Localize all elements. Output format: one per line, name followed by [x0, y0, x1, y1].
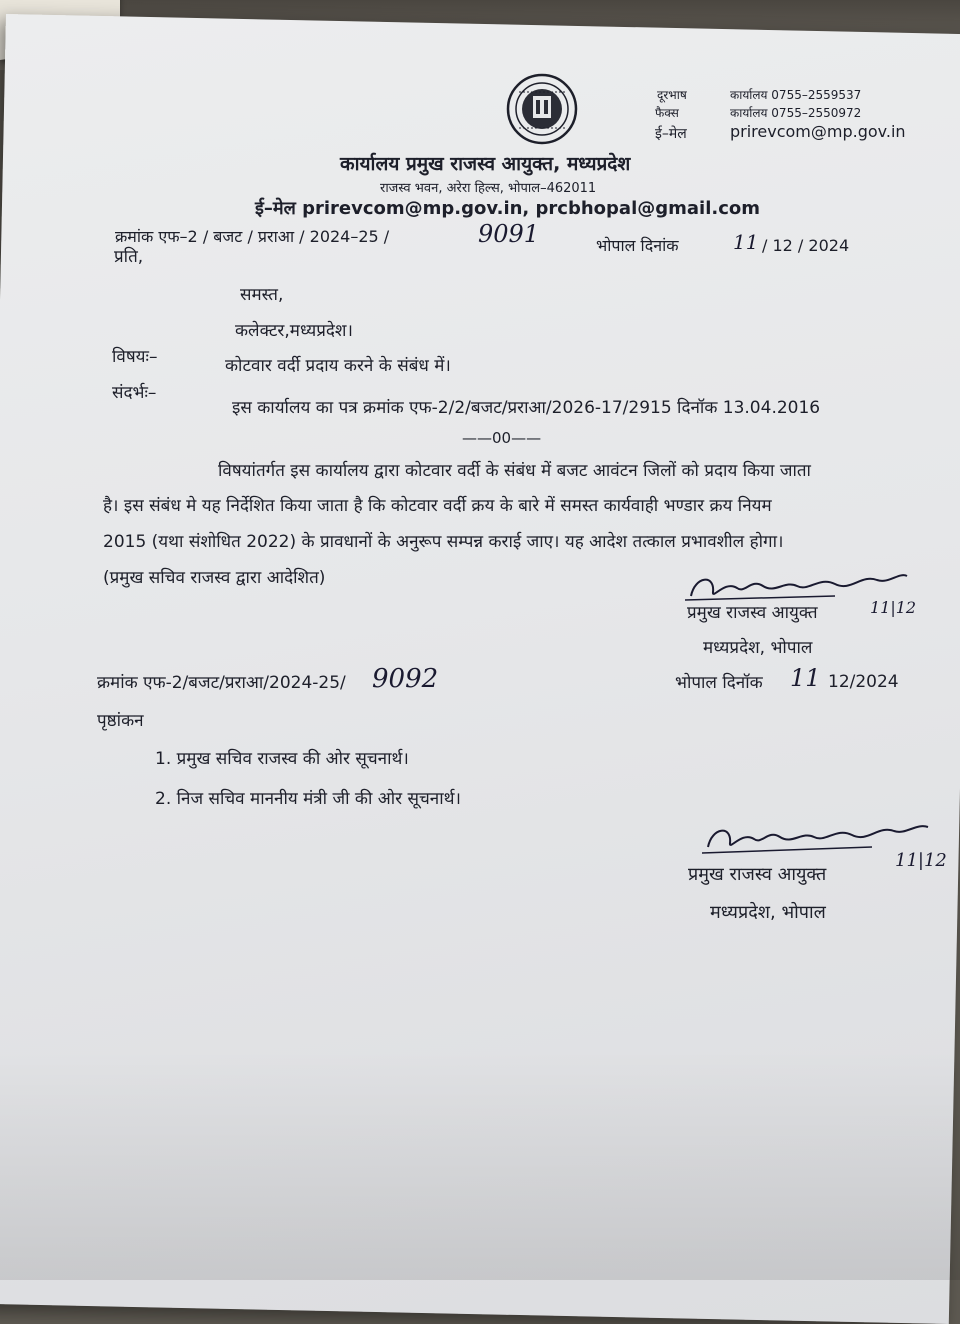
handwritten-date: 11 [733, 230, 759, 254]
addressee-prefix: प्रति, [114, 247, 144, 267]
fax-value: कार्यालय 0755–2550972 [730, 106, 862, 120]
endorsement-handwritten-date: 11 [790, 664, 821, 692]
office-address: राजस्व भवन, अरेरा हिल्स, भोपाल–462011 [380, 181, 597, 196]
copy-recipient-2: 2. निज सचिव माननीय मंत्री जी की ओर सूचनार्थ। [155, 789, 461, 809]
phone-value: कार्यालय 0755–2559537 [730, 88, 862, 102]
endorsement-signatory-title: प्रमुख राजस्व आयुक्त [688, 864, 827, 885]
copy-recipient-1: 1. प्रमुख सचिव राजस्व की ओर सूचनार्थ। [155, 749, 409, 769]
signatory-place: मध्यप्रदेश, भोपाल [703, 638, 813, 658]
endorsement-heading: पृष्ठांकन [97, 711, 144, 731]
endorsement-signature-date-mark: 11|12 [895, 850, 947, 871]
recipient-line-2: कलेक्टर,मध्यप्रदेश। [235, 321, 353, 341]
recipient-line-1: समस्त, [240, 285, 284, 305]
subject-label: विषयः– [112, 347, 158, 367]
handwritten-dispatch-number: 9091 [478, 220, 540, 248]
endorsement-date-label: भोपाल दिनॉक [675, 673, 763, 693]
body-line-2: है। इस संबंध मे यह निर्देशित किया जाता है कि कोटवार वर्दी क्रय के बारे में समस्त कार्यवाही भण्डार क्रय नियम [103, 496, 772, 516]
signature-date-mark: 11|12 [870, 598, 917, 617]
date-rest: / 12 / 2024 [762, 236, 850, 255]
office-emails: ई–मेल prirevcom@mp.gov.in, prcbhopal@gmail.com [255, 198, 760, 219]
endorsement-reference-number: क्रमांक एफ-2/बजट/प्रराआ/2024-25/ [97, 673, 346, 693]
page-shadow [0, 1050, 960, 1280]
handwritten-endorsement-number: 9092 [372, 664, 439, 694]
endorsement-date-rest: 12/2024 [828, 672, 899, 692]
body-line-4: (प्रमुख सचिव राजस्व द्वारा आदेशित) [103, 568, 326, 588]
body-line-1: विषयांतर्गत इस कार्यालय द्वारा कोटवार वर्दी के संबंध में बजट आवंटन जिलों को प्रदाय किया जाता [218, 461, 811, 481]
separator: ——00—— [462, 429, 542, 447]
body-line-3: 2015 (यथा संशोधित 2022) के प्रावधानों के अनुरूप सम्पन्न कराई जाए। यह आदेश तत्काल प्रभावशील होगा। [103, 532, 784, 552]
endorsement-signatory-place: मध्यप्रदेश, भोपाल [710, 902, 826, 923]
reference-text: इस कार्यालय का पत्र क्रमांक एफ-2/2/बजट/प्रराआ/2026-17/2915 दिनॉक 13.04.2016 [232, 398, 821, 418]
date-label: भोपाल दिनांक [596, 236, 679, 255]
fax-label: फैक्स [655, 106, 679, 120]
email-label: ई–मेल [655, 126, 687, 142]
signatory-title: प्रमुख राजस्व आयुक्त [687, 603, 818, 623]
phone-label: दूरभाष [657, 88, 687, 102]
reference-label: संदर्भः– [112, 383, 157, 403]
reference-number: क्रमांक एफ–2 / बजट / प्रराआ / 2024–25 / [115, 227, 390, 246]
office-title: कार्यालय प्रमुख राजस्व आयुक्त, मध्यप्रदेश [340, 153, 631, 175]
mp-government-emblem-icon [505, 72, 579, 146]
subject-text: कोटवार वर्दी प्रदाय करने के संबंध में। [225, 356, 451, 376]
email-value: prirevcom@mp.gov.in [730, 122, 906, 141]
